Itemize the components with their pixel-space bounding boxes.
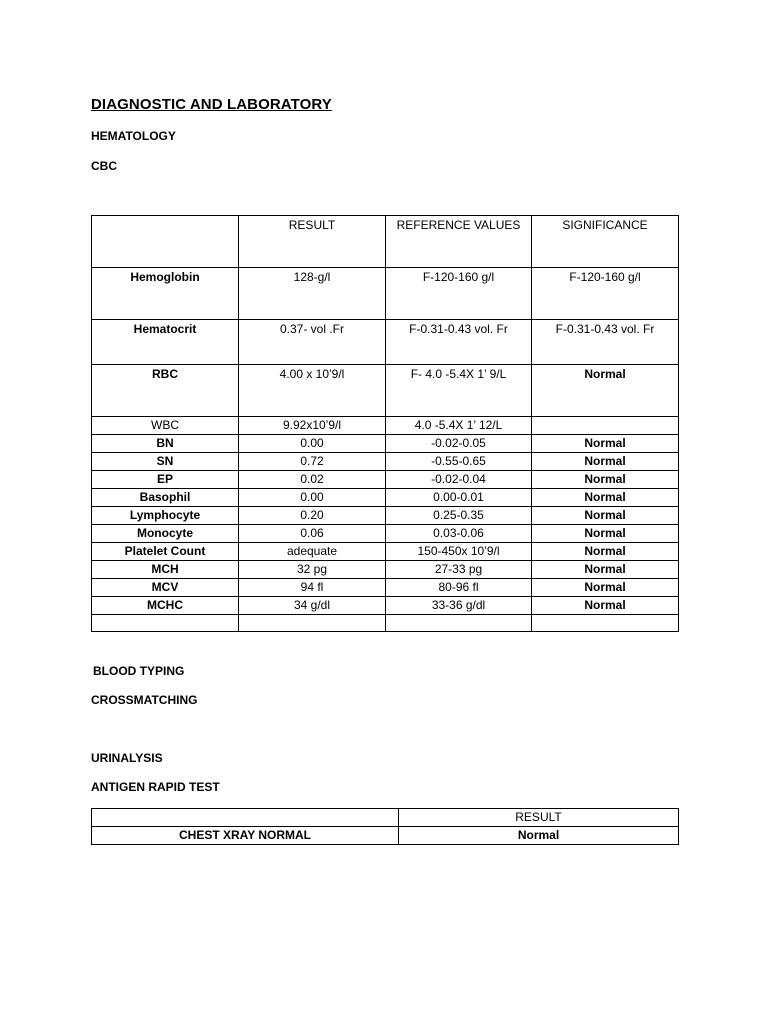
significance: F-0.31-0.43 vol. Fr xyxy=(532,320,679,365)
significance: Normal xyxy=(532,525,679,543)
test-result: 94 fl xyxy=(239,579,386,597)
reference-value: F- 4.0 -5.4X 1’ 9/L xyxy=(386,365,532,417)
significance: Normal xyxy=(532,435,679,453)
empty-cell xyxy=(92,615,239,632)
significance: F-120-160 g/l xyxy=(532,268,679,320)
table-row xyxy=(92,471,679,489)
table-row xyxy=(92,597,679,615)
test-name: MCV xyxy=(92,579,239,597)
cbc-header-significance: SIGNIFICANCE xyxy=(532,216,679,268)
significance xyxy=(532,417,679,435)
test-name: BN xyxy=(92,435,239,453)
section-hematology: HEMATOLOGY xyxy=(91,129,176,143)
test-name: MCHC xyxy=(92,597,239,615)
xray-header-row xyxy=(92,809,679,827)
table-row xyxy=(92,453,679,471)
cbc-header-blank xyxy=(92,216,239,268)
reference-value: 0.00-0.01 xyxy=(386,489,532,507)
reference-value: 33-36 g/dl xyxy=(386,597,532,615)
test-name: RBC xyxy=(92,365,239,417)
reference-value: 0.25-0.35 xyxy=(386,507,532,525)
xray-header-blank xyxy=(92,809,399,827)
test-result: 4.00 x 10’9/l xyxy=(239,365,386,417)
table-row-empty xyxy=(92,615,679,632)
test-result: 32 pg xyxy=(239,561,386,579)
test-result: 0.00 xyxy=(239,489,386,507)
test-name: Basophil xyxy=(92,489,239,507)
empty-cell xyxy=(239,615,386,632)
table-row xyxy=(92,561,679,579)
significance: Normal xyxy=(532,597,679,615)
test-result: 0.72 xyxy=(239,453,386,471)
reference-value: F-0.31-0.43 vol. Fr xyxy=(386,320,532,365)
test-name: Hemoglobin xyxy=(92,268,239,320)
test-name: Hematocrit xyxy=(92,320,239,365)
test-result: 0.20 xyxy=(239,507,386,525)
significance: Normal xyxy=(532,543,679,561)
section-crossmatching: CROSSMATCHING xyxy=(91,693,198,707)
cbc-header-row xyxy=(92,216,679,268)
test-name: SN xyxy=(92,453,239,471)
empty-cell xyxy=(532,615,679,632)
cbc-header-reference: REFERENCE VALUES xyxy=(386,216,532,268)
test-name: Platelet Count xyxy=(92,543,239,561)
test-name: EP xyxy=(92,471,239,489)
section-antigen-rapid-test: ANTIGEN RAPID TEST xyxy=(91,780,220,794)
reference-value: 4.0 -5.4X 1’ 12/L xyxy=(386,417,532,435)
table-row xyxy=(92,489,679,507)
significance: Normal xyxy=(532,365,679,417)
test-name: Lymphocyte xyxy=(92,507,239,525)
test-result: 0.06 xyxy=(239,525,386,543)
test-result: 0.02 xyxy=(239,471,386,489)
table-row xyxy=(92,543,679,561)
table-row xyxy=(92,417,679,435)
xray-header-result: RESULT xyxy=(399,809,679,827)
test-result: 9.92x10’9/l xyxy=(239,417,386,435)
section-urinalysis: URINALYSIS xyxy=(91,751,163,765)
table-row xyxy=(92,320,679,365)
cbc-table xyxy=(91,215,679,632)
test-result: 128-g/l xyxy=(239,268,386,320)
reference-value: 27-33 pg xyxy=(386,561,532,579)
test-name: MCH xyxy=(92,561,239,579)
reference-value: -0.02-0.05 xyxy=(386,435,532,453)
reference-value: -0.02-0.04 xyxy=(386,471,532,489)
reference-value: 80-96 fl xyxy=(386,579,532,597)
significance: Normal xyxy=(532,471,679,489)
reference-value: 150-450x 10’9/l xyxy=(386,543,532,561)
test-name: WBC xyxy=(92,417,239,435)
table-row xyxy=(92,435,679,453)
reference-value: -0.55-0.65 xyxy=(386,453,532,471)
test-result: 34 g/dl xyxy=(239,597,386,615)
table-row xyxy=(92,268,679,320)
reference-value: 0.03-0.06 xyxy=(386,525,532,543)
section-cbc: CBC xyxy=(91,159,117,173)
table-row xyxy=(92,827,679,845)
table-row xyxy=(92,525,679,543)
xray-test-result: Normal xyxy=(399,827,679,845)
test-result: 0.37- vol .Fr xyxy=(239,320,386,365)
xray-table xyxy=(91,808,679,845)
document-title: DIAGNOSTIC AND LABORATORY xyxy=(91,96,332,113)
significance: Normal xyxy=(532,561,679,579)
section-blood-typing: BLOOD TYPING xyxy=(93,664,185,678)
xray-test-name: CHEST XRAY NORMAL xyxy=(92,827,399,845)
significance: Normal xyxy=(532,489,679,507)
test-name: Monocyte xyxy=(92,525,239,543)
test-result: adequate xyxy=(239,543,386,561)
cbc-header-result: RESULT xyxy=(239,216,386,268)
significance: Normal xyxy=(532,453,679,471)
test-result: 0.00 xyxy=(239,435,386,453)
reference-value: F-120-160 g/l xyxy=(386,268,532,320)
significance: Normal xyxy=(532,579,679,597)
table-row xyxy=(92,507,679,525)
table-row xyxy=(92,365,679,417)
empty-cell xyxy=(386,615,532,632)
significance: Normal xyxy=(532,507,679,525)
table-row xyxy=(92,579,679,597)
